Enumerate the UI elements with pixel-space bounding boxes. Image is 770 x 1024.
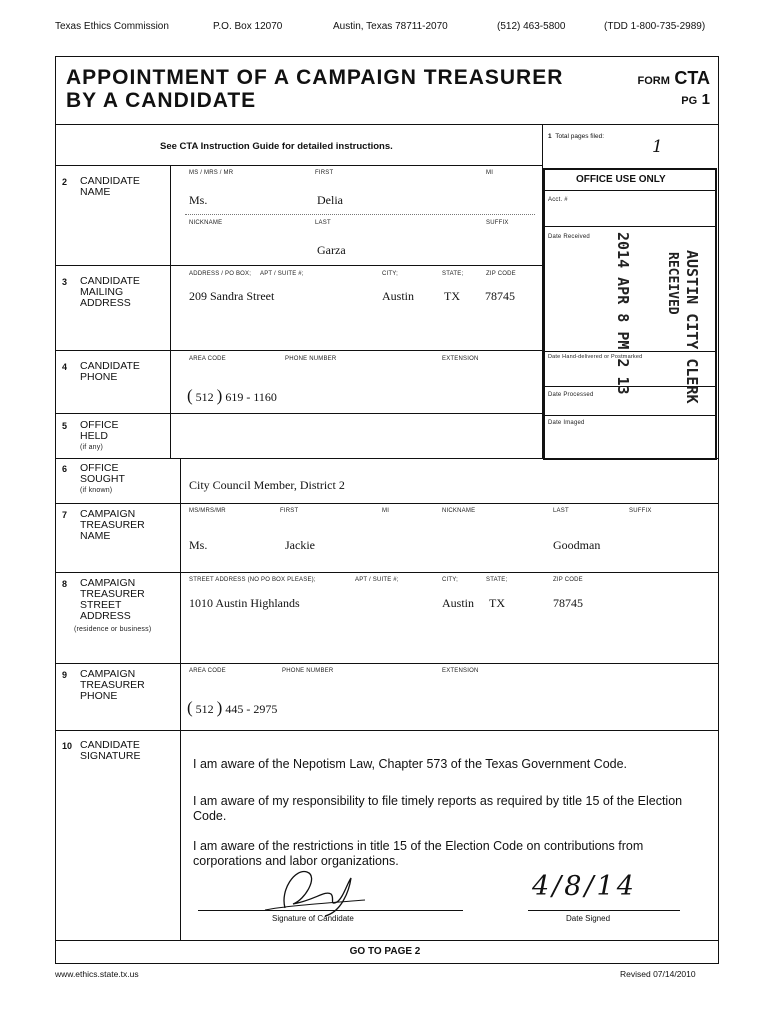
signature-label: CANDIDATE SIGNATURE	[80, 739, 141, 762]
t-f-ext: EXTENSION	[442, 668, 479, 674]
treasurer-phone-value: ( 512 ) 445 - 2975	[187, 698, 278, 717]
t-f-nickname: NICKNAME	[442, 508, 476, 514]
stamp-date: 2014 APR 8 PM 2 13	[614, 232, 632, 395]
f-mi: MI	[486, 170, 494, 176]
section-num-8: 8	[62, 579, 68, 589]
treasurer-zip: 78745	[553, 596, 583, 610]
candidate-state: TX	[444, 289, 460, 303]
t-f-city: CITY;	[442, 577, 458, 583]
candidate-signature-mark	[245, 860, 385, 920]
signature-caption: Signature of Candidate	[272, 914, 354, 923]
t-f-apt: APT / SUITE #;	[355, 577, 399, 583]
f-first: FIRST	[315, 170, 334, 176]
candidate-last: Garza	[317, 243, 346, 257]
t-f-suffix: SUFFIX	[629, 508, 652, 514]
stamp-org: AUSTIN CITY CLERK	[683, 250, 701, 404]
date-received-label: Date Received	[548, 234, 590, 240]
t-f-zip: ZIP CODE	[553, 577, 583, 583]
candidate-title: Ms.	[189, 193, 208, 207]
office-held-label: OFFICE HELD (if any)	[80, 419, 119, 451]
t-f-address: STREET ADDRESS (NO PO BOX PLEASE);	[189, 577, 316, 583]
form-number: FORM CTA PG 1	[637, 68, 710, 108]
treasurer-state: TX	[489, 596, 505, 610]
treasurer-phone-label: CAMPAIGN TREASURER PHONE	[80, 668, 145, 702]
f-state: STATE;	[442, 271, 464, 277]
t-f-state: STATE;	[486, 577, 508, 583]
date-imaged-label: Date Imaged	[548, 420, 585, 426]
goto-page-2: GO TO PAGE 2	[349, 946, 421, 957]
candidate-city: Austin	[382, 289, 415, 303]
treasurer-address-sub: (residence or business)	[74, 626, 152, 633]
total-pages-label: 1 Total pages filed:	[548, 133, 605, 140]
candidate-phone-value: ( 512 ) 619 - 1160	[187, 386, 277, 405]
candidate-phone-label: CANDIDATE PHONE	[80, 360, 140, 383]
header-phone: (512) 463-5800	[497, 21, 566, 32]
f-last: LAST	[315, 220, 331, 226]
header-tdd: (TDD 1-800-735-2989)	[604, 21, 706, 32]
candidate-address-label: CANDIDATE MAILING ADDRESS	[80, 275, 140, 309]
f-suffix: SUFFIX	[486, 220, 509, 226]
f-area-code: AREA CODE	[189, 356, 226, 362]
stamp-received: RECEIVED	[665, 252, 680, 315]
t-f-mi: MI	[382, 508, 390, 514]
total-pages-value: 1	[652, 137, 663, 157]
header-pobox: P.O. Box 12070	[213, 21, 283, 32]
office-use-title: OFFICE USE ONLY	[576, 174, 666, 185]
footer-revised: Revised 07/14/2010	[620, 969, 696, 979]
t-f-first: FIRST	[280, 508, 299, 514]
section-num-3: 3	[62, 277, 68, 287]
hand-delivered-label: Date Hand-delivered or Postmarked	[548, 354, 643, 360]
section-num-2: 2	[62, 177, 68, 187]
f-extension: EXTENSION	[442, 356, 479, 362]
statement-nepotism: I am aware of the Nepotism Law, Chapter 573 of the Texas Government Code.	[193, 757, 628, 771]
t-f-title: MS/MRS/MR	[189, 508, 226, 514]
section-num-4: 4	[62, 362, 68, 372]
f-zip: ZIP CODE	[486, 271, 516, 277]
section-num-7: 7	[62, 510, 68, 520]
f-apt: APT / SUITE #;	[260, 271, 304, 277]
section-num-9: 9	[62, 670, 68, 680]
candidate-street: 209 Sandra Street	[189, 289, 275, 303]
header-city: Austin, Texas 78711-2070	[333, 21, 448, 32]
instructions-text: See CTA Instruction Guide for detailed instructions.	[160, 141, 393, 152]
statement-contributions: I am aware of the restrictions in title 15 of the Election Code on contributions from corporations and labor organizations.	[193, 839, 644, 868]
date-processed-label: Date Processed	[548, 392, 594, 398]
section-num-10: 10	[62, 741, 73, 751]
treasurer-city: Austin	[442, 596, 475, 610]
section-num-5: 5	[62, 421, 68, 431]
f-phone-number: PHONE NUMBER	[285, 356, 337, 362]
footer-website: www.ethics.state.tx.us	[55, 969, 139, 979]
date-signed-value: 4/8/14	[532, 871, 637, 902]
section-num-6: 6	[62, 464, 68, 474]
treasurer-first: Jackie	[285, 538, 315, 552]
t-f-last: LAST	[553, 508, 569, 514]
office-sought-value: City Council Member, District 2	[189, 478, 345, 492]
acct-label: Acct. #	[548, 197, 568, 203]
treasurer-name-label: CAMPAIGN TREASURER NAME	[80, 508, 145, 542]
office-sought-label: OFFICE SOUGHT (if known)	[80, 462, 125, 494]
candidate-name-label: CANDIDATE NAME	[80, 175, 140, 198]
f-city: CITY;	[382, 271, 398, 277]
treasurer-title: Ms.	[189, 538, 208, 552]
f-nickname: NICKNAME	[189, 220, 223, 226]
f-address: ADDRESS / PO BOX;	[189, 271, 252, 277]
candidate-first: Delia	[317, 193, 343, 207]
treasurer-address-label: CAMPAIGN TREASURER STREET ADDRESS	[80, 577, 145, 622]
treasurer-street: 1010 Austin Highlands	[189, 596, 300, 610]
t-f-area: AREA CODE	[189, 668, 226, 674]
t-f-phone: PHONE NUMBER	[282, 668, 334, 674]
header-org: Texas Ethics Commission	[55, 21, 169, 32]
date-caption: Date Signed	[566, 914, 611, 923]
candidate-zip: 78745	[485, 289, 515, 303]
f-title: MS / MRS / MR	[189, 170, 234, 176]
treasurer-last: Goodman	[553, 538, 601, 552]
statement-reports: I am aware of my responsibility to file timely reports as required by title 15 of the Election Code.	[193, 794, 683, 823]
form-title: APPOINTMENT OF A CAMPAIGN TREASURER BY A CANDIDATE	[66, 66, 564, 112]
